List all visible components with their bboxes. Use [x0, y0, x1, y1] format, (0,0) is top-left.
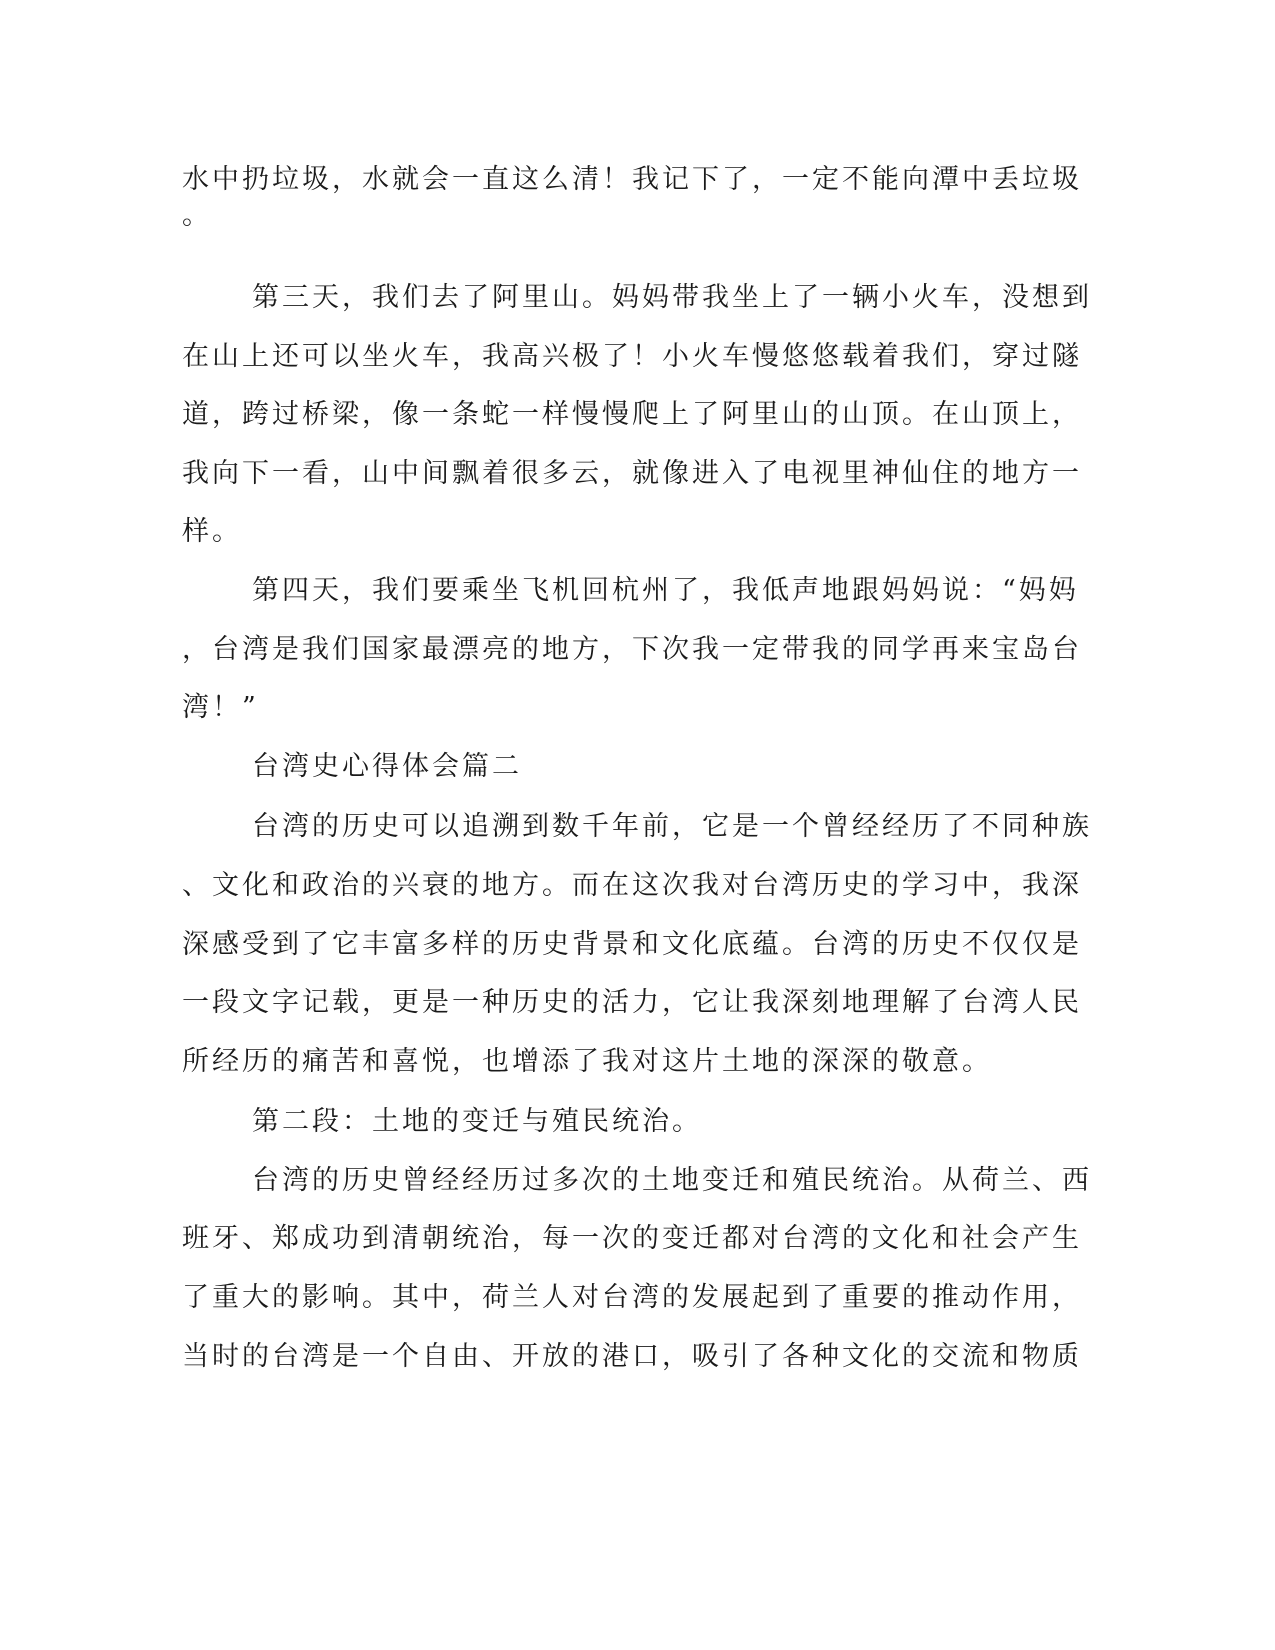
paragraph-start-line: 第四天，我们要乘坐飞机回杭州了，我低声地跟妈妈说：“妈妈 — [252, 575, 1079, 606]
section-heading: 台湾史心得体会篇二 — [252, 751, 522, 782]
paragraph-start-line: 第三天，我们去了阿里山。妈妈带我坐上了一辆小火车，没想到 — [252, 282, 1092, 313]
text-line: 在山上还可以坐火车，我高兴极了！小火车慢悠悠载着我们，穿过隧 — [182, 341, 1082, 372]
text-line: 水中扔垃圾，水就会一直这么清！我记下了，一定不能向潭中丢垃圾 — [182, 164, 1082, 195]
paragraph-start-line: 台湾的历史可以追溯到数千年前，它是一个曾经经历了不同种族 — [252, 811, 1092, 842]
text-line: 了重大的影响。其中，荷兰人对台湾的发展起到了重要的推动作用， — [182, 1282, 1082, 1313]
text-line: 当时的台湾是一个自由、开放的港口，吸引了各种文化的交流和物质 — [182, 1341, 1082, 1372]
text-line: 一段文字记载，更是一种历史的活力，它让我深刻地理解了台湾人民 — [182, 987, 1082, 1018]
text-line: 道，跨过桥梁，像一条蛇一样慢慢爬上了阿里山的山顶。在山顶上， — [182, 399, 1082, 430]
text-line: 深感受到了它丰富多样的历史背景和文化底蕴。台湾的历史不仅仅是 — [182, 929, 1082, 960]
text-line: 湾！” — [182, 692, 259, 723]
text-line: 。 — [182, 200, 212, 231]
text-line: 我向下一看，山中间飘着很多云，就像进入了电视里神仙住的地方一 — [182, 458, 1082, 489]
text-line: 样。 — [182, 516, 242, 547]
text-line: 所经历的痛苦和喜悦，也增添了我对这片土地的深深的敬意。 — [182, 1046, 992, 1077]
paragraph-heading: 第二段：土地的变迁与殖民统治。 — [252, 1106, 702, 1137]
paragraph-start-line: 台湾的历史曾经经历过多次的土地变迁和殖民统治。从荷兰、西 — [252, 1165, 1092, 1196]
text-line: ，台湾是我们国家最漂亮的地方，下次我一定带我的同学再来宝岛台 — [182, 634, 1082, 665]
text-line: 、文化和政治的兴衰的地方。而在这次我对台湾历史的学习中，我深 — [182, 870, 1082, 901]
text-line: 班牙、郑成功到清朝统治，每一次的变迁都对台湾的文化和社会产生 — [182, 1223, 1082, 1254]
